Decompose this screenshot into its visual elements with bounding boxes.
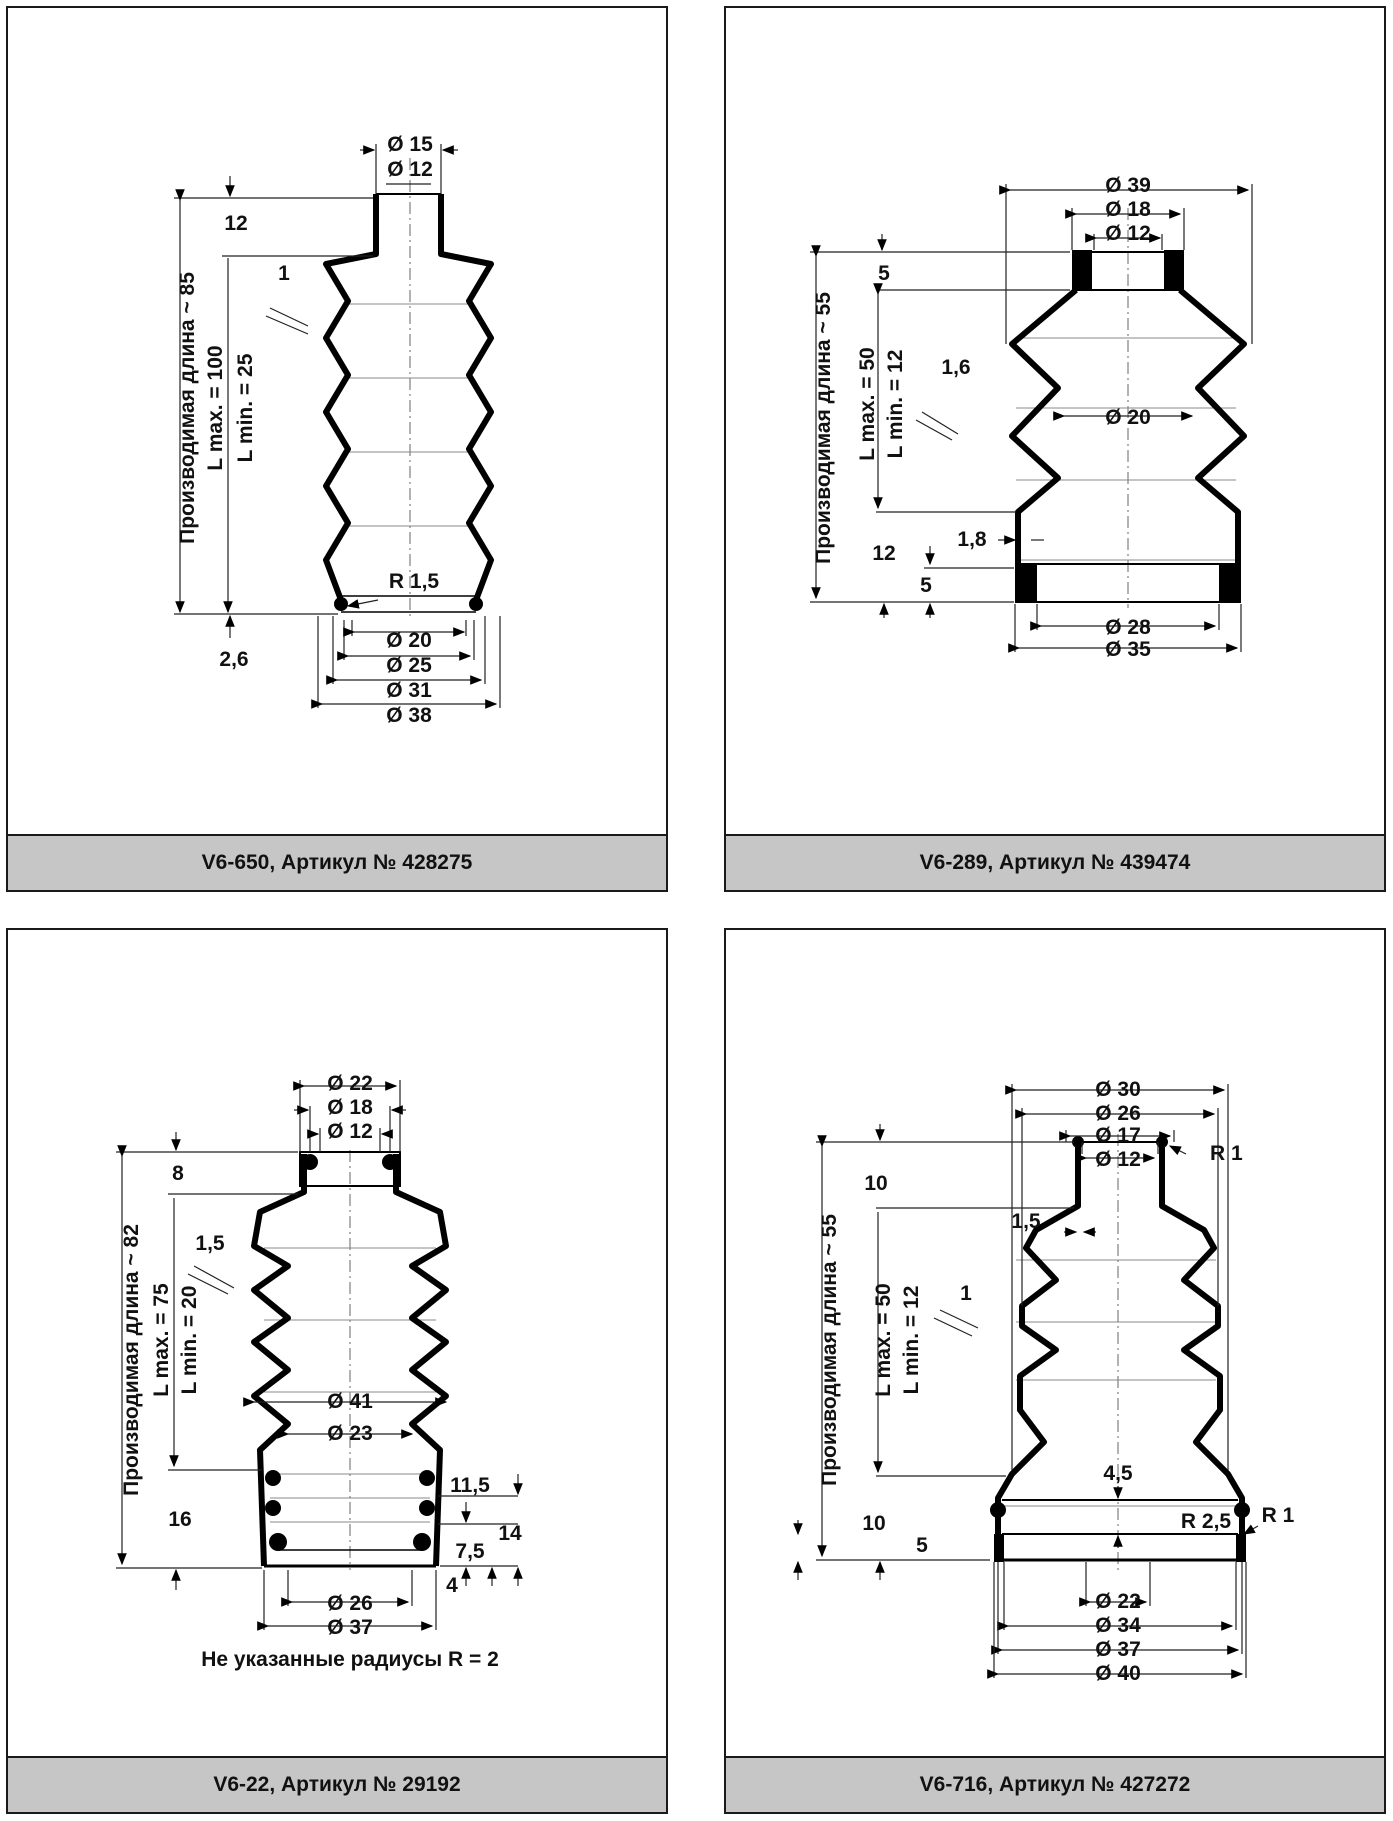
label-d-b1: Ø 22	[1095, 1590, 1141, 1613]
label-l-prod: Производимая длина ~ 55	[812, 292, 835, 564]
label-h-bottom: 2,6	[219, 648, 249, 671]
label-d-b3: Ø 31	[386, 679, 432, 702]
drawing-panel-v6-716	[724, 928, 1386, 1814]
label-d-top-4: Ø 12	[1095, 1148, 1141, 1171]
label-l-max: L max. = 100	[204, 345, 227, 471]
drawing-panel-v6-289	[724, 6, 1386, 892]
label-h1: 4,5	[1103, 1462, 1133, 1485]
label-len-b1: 10	[862, 1512, 886, 1535]
label-len-b: 16	[168, 1508, 192, 1531]
label-r3: 7,5	[455, 1540, 485, 1563]
label-l-max: L max. = 50	[872, 1283, 895, 1397]
label-l-prod: Производимая длина ~ 85	[176, 272, 199, 544]
label-d-top-2: Ø 18	[1105, 198, 1151, 221]
label-d-b1: Ø 26	[327, 1592, 373, 1615]
label-wall: 1	[960, 1282, 972, 1305]
label-len-b2: 5	[920, 574, 932, 597]
label-l-min: L min. = 12	[900, 1285, 923, 1395]
bellows-drawing-v6-716	[726, 930, 1384, 1758]
label-d-top-2: Ø 26	[1095, 1102, 1141, 1125]
label-r-b: R 1	[1261, 1504, 1295, 1527]
label-d-top-3: Ø 12	[1105, 222, 1151, 245]
label-l-max: L max. = 75	[150, 1283, 173, 1397]
label-d-b1: Ø 28	[1105, 616, 1151, 639]
drawing-panel-v6-22	[6, 928, 668, 1814]
label-l-min: L min. = 20	[178, 1285, 201, 1395]
caption-v6-650: V6-650, Артикул № 428275	[8, 834, 666, 890]
caption-v6-22: V6-22, Артикул № 29192	[8, 1756, 666, 1812]
label-wall: 1,5	[195, 1232, 225, 1255]
label-l-prod: Производимая длина ~ 82	[120, 1224, 143, 1496]
label-d-top-inner: Ø 12	[387, 158, 433, 181]
label-r2: 14	[498, 1522, 522, 1545]
label-wall-top: 1,5	[1011, 1210, 1041, 1233]
bellows-drawing-v6-22	[8, 930, 666, 1758]
label-d-b1: Ø 20	[386, 629, 432, 652]
label-len-top: 8	[172, 1162, 184, 1185]
label-wall-b: 1,8	[957, 528, 987, 551]
bellows-drawing-v6-650	[8, 8, 666, 836]
label-l-min: L min. = 25	[234, 353, 257, 463]
label-d-b2: Ø 34	[1095, 1614, 1141, 1637]
label-len-b2: 5	[916, 1534, 928, 1557]
label-d-b4: Ø 40	[1095, 1662, 1141, 1685]
label-len-b1: 12	[872, 542, 896, 565]
label-l-prod: Производимая длина ~ 55	[818, 1214, 841, 1486]
label-d-top-2: Ø 18	[327, 1096, 373, 1119]
label-d-top-3: Ø 12	[327, 1120, 373, 1143]
label-l-min: L min. = 12	[884, 349, 907, 459]
label-radius: R 1,5	[388, 570, 440, 593]
label-d-min: Ø 23	[327, 1422, 373, 1445]
label-r4: 4	[446, 1574, 458, 1597]
label-d-b2: Ø 25	[386, 654, 432, 677]
label-d-mid: Ø 20	[1105, 406, 1151, 429]
label-d-b2: Ø 37	[327, 1616, 373, 1639]
label-note: Не указанные радиусы R = 2	[201, 1648, 499, 1671]
label-d-top-1: Ø 22	[327, 1072, 373, 1095]
label-l-max: L max. = 50	[856, 347, 879, 461]
label-r1: 11,5	[450, 1474, 490, 1497]
label-r-top: R 1	[1210, 1142, 1243, 1165]
label-d-b4: Ø 38	[386, 704, 432, 727]
label-len-top: 12	[224, 212, 248, 235]
label-wall: 1,6	[941, 356, 971, 379]
label-r-b2: R 2,5	[1180, 1510, 1232, 1533]
label-d-top-1: Ø 30	[1095, 1078, 1141, 1101]
caption-v6-716: V6-716, Артикул № 427272	[726, 1756, 1384, 1812]
label-d-top-outer: Ø 15	[387, 133, 433, 156]
caption-v6-289: V6-289, Артикул № 439474	[726, 834, 1384, 890]
label-len-top: 10	[864, 1172, 888, 1195]
label-d-b3: Ø 37	[1095, 1638, 1141, 1661]
label-d-max: Ø 41	[327, 1390, 373, 1413]
label-d-top-3: Ø 17	[1095, 1124, 1141, 1147]
label-wall: 1	[278, 262, 290, 285]
label-d-b2: Ø 35	[1105, 638, 1151, 661]
bellows-drawing-v6-289	[726, 8, 1384, 836]
label-len-top: 5	[878, 262, 890, 285]
drawing-panel-v6-650	[6, 6, 668, 892]
label-d-top-1: Ø 39	[1105, 174, 1151, 197]
